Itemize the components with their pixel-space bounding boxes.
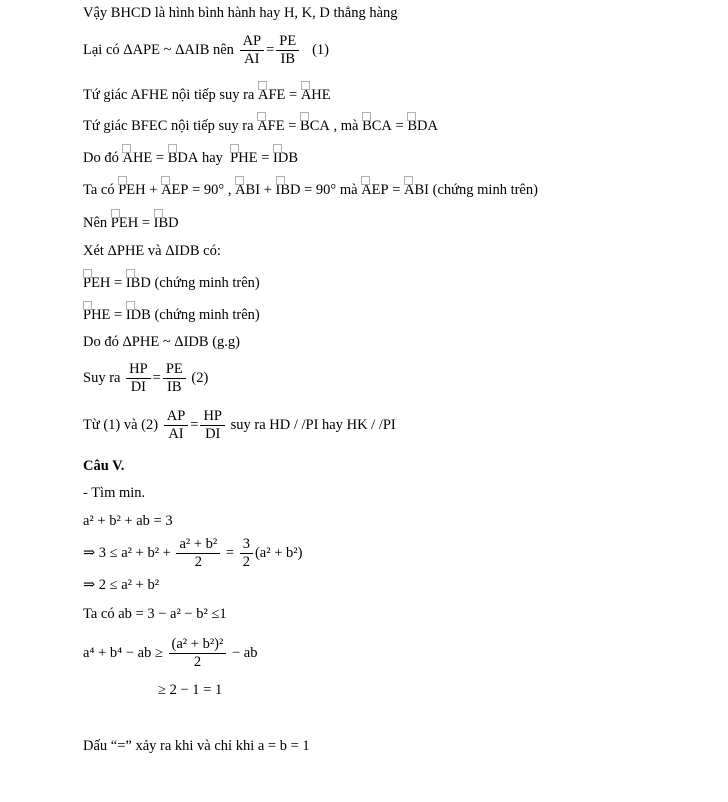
math: = (222, 544, 238, 561)
math: ΔAPE ~ ΔAIB (123, 41, 210, 58)
numerator: HP (129, 361, 148, 377)
text: Tứ giác BFEC nội tiếp suy ra (83, 118, 258, 134)
angle-symbol: ABI (404, 182, 430, 198)
angle-symbol: BCA (300, 118, 330, 134)
math: − ab (228, 644, 258, 661)
text-line: PEH = IBD (chứng minh trên) (83, 275, 260, 291)
angle-symbol: AEP (161, 182, 189, 198)
fraction (164, 408, 189, 443)
denominator: AI (164, 425, 189, 443)
text-line: Tứ giác BFEC nội tiếp suy ra AFE = BCA , mà BCA = BDA (83, 118, 438, 134)
equation-line (83, 636, 257, 671)
text: Suy ra (83, 369, 125, 386)
angle-symbol: ABI (235, 182, 261, 198)
angle-symbol: IDB (273, 150, 298, 166)
math: (a² + b²) (254, 544, 303, 561)
fraction (276, 33, 299, 68)
text: Do đó (83, 150, 123, 166)
angle-symbol: PEH (118, 182, 146, 198)
text: Từ (1) và (2) (83, 416, 162, 433)
denominator: AI (240, 50, 265, 68)
equation-tag: (1) (312, 41, 330, 58)
numerator: AP (166, 408, 186, 424)
similarity-line: Lại có ΔAPE ~ ΔAIB nên $\frac{AP}{AI}$ = $\frac{PE}{IB}$ (1) (83, 33, 330, 67)
text: (chứng minh trên) (150, 275, 260, 291)
angle-symbol: PEH (110, 215, 139, 231)
angle-symbol: AHE (122, 150, 153, 166)
angle-symbol: PEH (83, 275, 111, 291)
text-line: Nên PEH = IBD (83, 215, 179, 231)
denominator: IB (163, 378, 186, 396)
text: (chứng minh trên) (429, 182, 538, 198)
denominator: 2 (176, 553, 220, 571)
angle-symbol: IBD (275, 182, 301, 198)
text-line: Tứ giác AFHE nội tiếp suy ra AFE = AHE (83, 87, 331, 103)
angle-symbol: AFE (257, 118, 285, 134)
fraction (163, 361, 186, 396)
text-line: Từ (1) và (2) $\frac{AP}{AI}$ = $\frac{HP}{DI}$ suy ra HD / /PI hay HK / /PI (83, 408, 396, 442)
text: nên (209, 41, 238, 58)
text-line: - Tìm min. (83, 485, 146, 501)
text: = 90° mà (300, 182, 362, 198)
angle-symbol: BCA (362, 118, 392, 134)
angle-symbol: BDA (407, 118, 438, 134)
denominator: 2 (240, 553, 253, 571)
text: , mà (329, 118, 363, 134)
fraction (240, 536, 253, 571)
denominator: 2 (169, 653, 227, 671)
angle-symbol: AEP (361, 182, 389, 198)
equation-line: ≥ 2 − 1 = 1 (158, 682, 223, 698)
text: Ta có (83, 182, 119, 198)
numerator: HP (203, 408, 222, 424)
angle-symbol: PHE (83, 307, 111, 323)
section-heading: Câu V. (83, 458, 125, 474)
text: Tứ giác AFHE nội tiếp suy ra (83, 87, 258, 103)
text-line: Xét ΔPHE và ΔIDB có: (83, 243, 221, 259)
equation-tag: (2) (187, 369, 209, 386)
numerator: 3 (242, 536, 250, 552)
angle-symbol: IBD (153, 215, 179, 231)
angle-symbol: IBD (125, 275, 151, 291)
angle-symbol: PHE (230, 150, 258, 166)
equation-line (83, 536, 302, 571)
angle-symbol: AHE (300, 87, 331, 103)
denominator: DI (126, 378, 151, 396)
denominator: IB (276, 50, 299, 68)
fraction (200, 408, 225, 443)
numerator: AP (242, 33, 262, 49)
fraction (169, 636, 227, 671)
angle-symbol: AFE (257, 87, 286, 103)
math: a⁴ + b⁴ − ab ≥ (83, 644, 167, 661)
numerator: PE (279, 33, 297, 49)
text: suy ra HD / /PI hay HK / /PI (227, 416, 396, 433)
equation-line: Ta có ab = 3 − a² − b² ≤1 (83, 606, 227, 622)
text-line: Do đó AHE = BDA hay PHE = IDB (83, 150, 298, 166)
fraction (126, 361, 151, 396)
text-line: Ta có PEH + AEP = 90° , ABI + IBD = 90° mà AEP = ABI (chứng minh trên) (83, 182, 538, 198)
text-line: Dấu “=” xảy ra khi và chỉ khi a = b = 1 (83, 738, 310, 754)
equation-line: ⇒ 2 ≤ a² + b² (83, 577, 160, 593)
denominator: DI (200, 425, 225, 443)
angle-symbol: BDA (167, 150, 199, 166)
numerator: PE (165, 361, 183, 377)
math: ⇒ 3 ≤ a² + b² + (83, 544, 175, 561)
text: = 90° , (188, 182, 236, 198)
fraction (176, 536, 220, 571)
text-line: Vậy BHCD là hình bình hành hay H, K, D thẳng hàng (83, 5, 398, 21)
numerator: (a² + b²)² (171, 636, 224, 652)
angle-symbol: IDB (125, 307, 151, 323)
text: (chứng minh trên) (150, 307, 260, 323)
text: Lại có (83, 41, 124, 58)
fraction (240, 33, 265, 68)
text: Nên (83, 215, 111, 231)
numerator: a² + b² (179, 536, 218, 552)
text: hay (198, 150, 227, 166)
text-line: Do đó ΔPHE ~ ΔIDB (g.g) (83, 334, 240, 350)
text-line: Suy ra $\frac{HP}{DI}$ = $\frac{PE}{IB}$ (2) (83, 361, 209, 395)
text-line: PHE = IDB (chứng minh trên) (83, 307, 260, 323)
equation-line: a² + b² + ab = 3 (83, 513, 173, 529)
